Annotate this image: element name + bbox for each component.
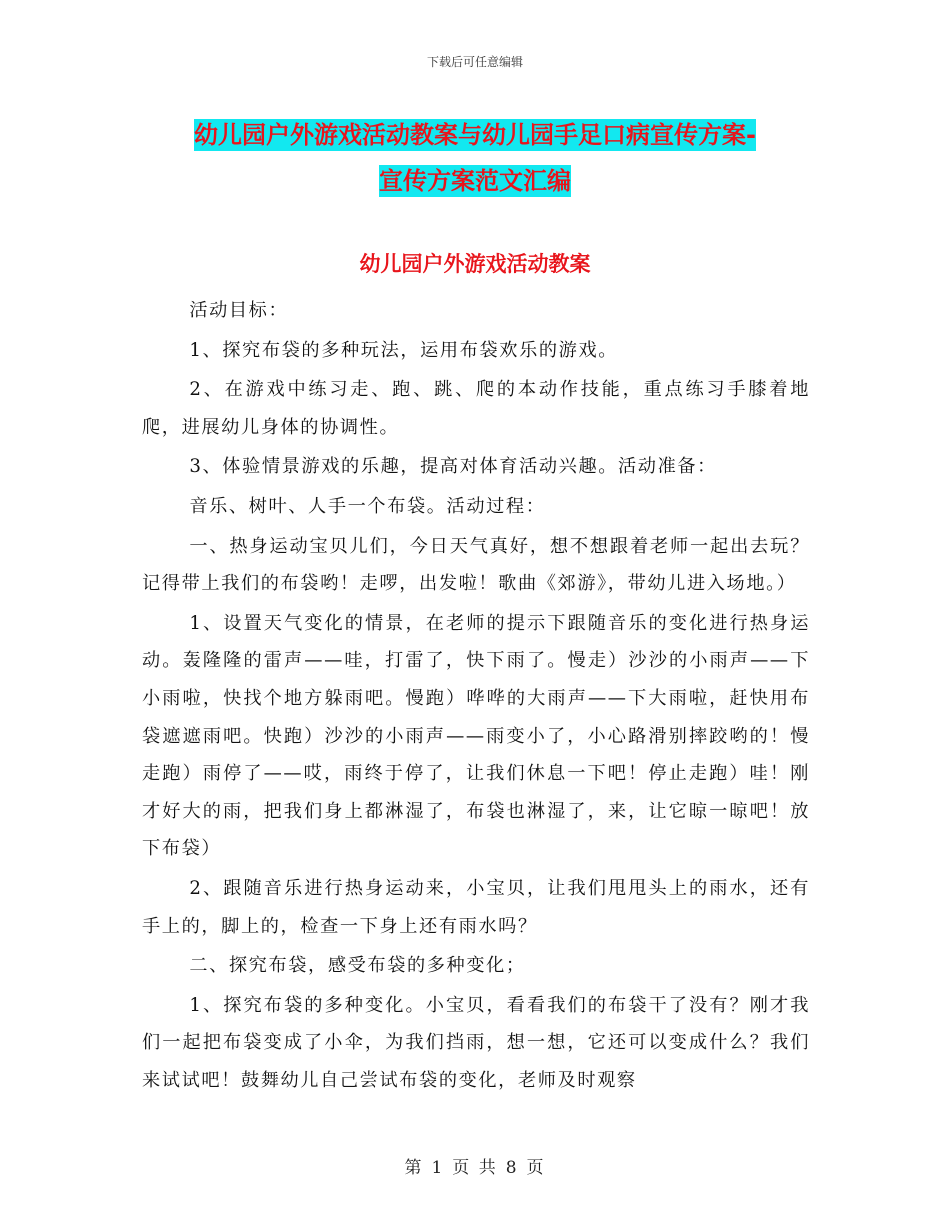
- footer-total-pages: 8: [505, 1158, 519, 1178]
- paragraph: 1、设置天气变化的情景，在老师的提示下跟随音乐的变化进行热身运动。轰隆隆的雷声——哇，打雷了，快下雨了。慢走）沙沙的小雨声——下小雨啦，快找个地方躲雨吧。慢跑）哗哗的大雨声——下大雨啦，赶快用布袋遮遮雨吧。快跑）沙沙的小雨声——雨变小了，小心路滑别摔跤哟的！慢走跑）雨停了——哎，雨终于停了，让我们休息一下吧！停止走跑）哇！刚才好大的雨，把我们身上都淋湿了，布袋也淋湿了，来，让它晾一晾吧！放下布袋）: [142, 612, 810, 860]
- footer-prefix: 第: [404, 1158, 424, 1178]
- document-body: [142, 292, 810, 1101]
- document-title-line-1: 幼儿园户外游戏活动教案与幼儿园手足口病宣传方案-: [194, 121, 756, 149]
- section-title: 幼儿园户外游戏活动教案: [359, 252, 591, 276]
- paragraph: 一、热身运动宝贝儿们，今日天气真好，想不想跟着老师一起出去玩？记得带上我们的布袋哟！走啰，出发啦！歌曲《郊游》，带幼儿进入场地。）: [142, 535, 810, 595]
- paragraph: 音乐、树叶、人手一个布袋。活动过程：: [189, 495, 546, 517]
- document-title: [130, 112, 820, 204]
- paragraph: 活动目标：: [189, 300, 289, 321]
- paragraph: 二、探究布袋，感受布袋的多种变化；: [189, 955, 526, 977]
- paragraph: 2、在游戏中练习走、跑、跳、爬的本动作技能，重点练习手膝着地爬，进展幼儿身体的协调性。: [142, 379, 810, 438]
- paragraph: 1、探究布袋的多种玩法，运用布袋欢乐的游戏。: [189, 339, 619, 361]
- footer-page-number: 1: [431, 1158, 445, 1178]
- document-title-line-2: 宣传方案范文汇编: [379, 167, 571, 195]
- paragraph: 1、探究布袋的多种变化。小宝贝，看看我们的布袋干了没有？刚才我们一起把布袋变成了小伞，为我们挡雨，想一想，它还可以变成什么？我们来试试吧！鼓舞幼儿自己尝试布袋的变化，老师及时观察: [142, 994, 810, 1091]
- paragraph: 3、体验情景游戏的乐趣，提高对体育活动兴趣。活动准备：: [189, 456, 717, 478]
- page-footer: [0, 1153, 950, 1178]
- page-header-note: 下载后可任意编辑: [426, 55, 523, 69]
- footer-suffix: 页: [526, 1158, 546, 1178]
- footer-mid: 页 共: [452, 1158, 498, 1178]
- paragraph: 2、跟随音乐进行热身运动来，小宝贝，让我们甩甩头上的雨水，还有手上的，脚上的，检查一下身上还有雨水吗？: [142, 877, 810, 937]
